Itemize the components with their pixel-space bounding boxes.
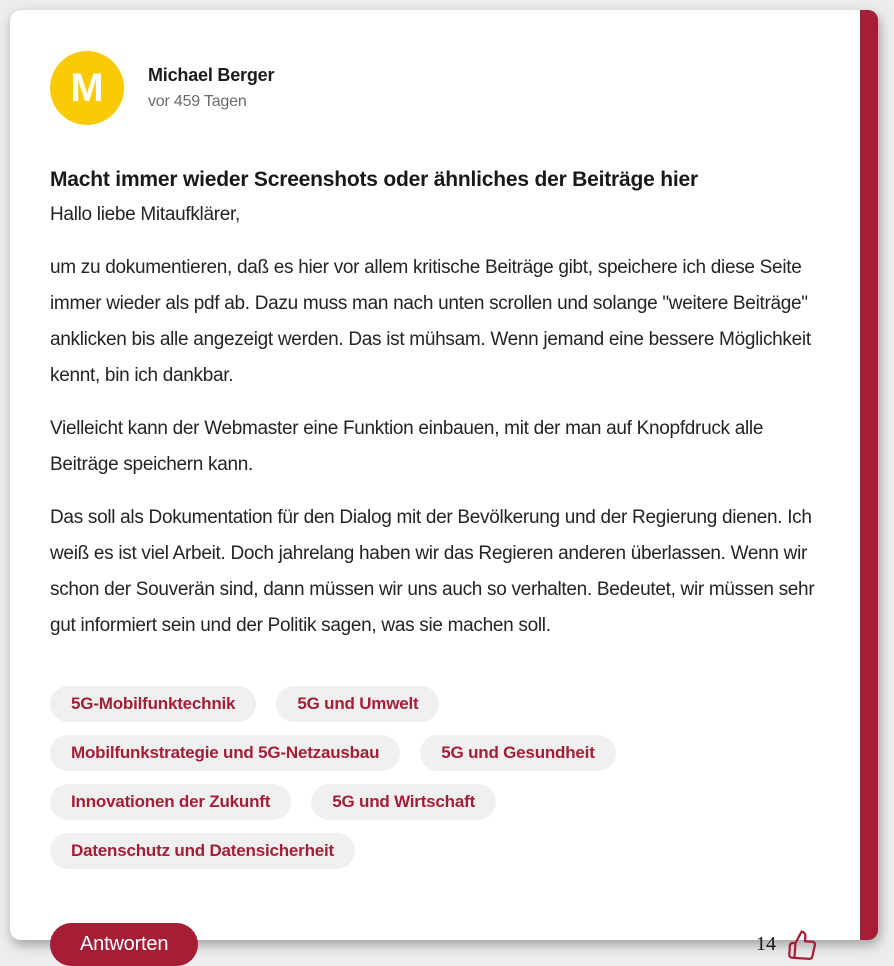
reply-button[interactable]: Antworten xyxy=(50,923,198,966)
tag-chip[interactable]: 5G und Gesundheit xyxy=(420,735,615,771)
post-header xyxy=(50,51,820,125)
author-block xyxy=(148,65,274,111)
like-count: 14 xyxy=(756,933,776,955)
post-card-content xyxy=(10,10,860,955)
avatar-initial: M xyxy=(70,66,104,110)
post-paragraph: um zu dokumentieren, daß es hier vor allem kritische Beiträge gibt, speichere ich diese Seite immer wieder als pdf ab. Dazu muss man nach unten scrollen und solange "weitere Beiträge" anklicken bis alle angezeigt werden. Das ist mühsam. Wenn jemand eine bessere Möglichkeit kennt, bin ich dankbar. xyxy=(50,257,811,386)
post-paragraph: Das soll als Dokumentation für den Dialog mit der Bevölkerung und der Regierung dienen. Ich weiß es ist viel Arbeit. Doch jahrelang haben wir das Regieren anderen überlassen. Wenn wir schon der Souverän sind, dann müssen wir uns auch so verhalten. Bedeutet, wir müssen sehr gut informiert sein und der Politik sagen, was sie machen soll. xyxy=(50,507,815,636)
like-group xyxy=(756,929,818,961)
tag-chip[interactable]: 5G und Wirtschaft xyxy=(311,784,496,820)
tag-chip[interactable]: 5G und Umwelt xyxy=(276,686,439,722)
post-paragraph: Vielleicht kann der Webmaster eine Funktion einbauen, mit der man auf Knopfdruck alle Beiträge speichern kann. xyxy=(50,418,764,475)
post-footer xyxy=(50,923,820,966)
tag-chip[interactable]: 5G-Mobilfunktechnik xyxy=(50,686,256,722)
tag-chip[interactable]: Innovationen der Zukunft xyxy=(50,784,291,820)
tag-chip[interactable]: Mobilfunkstrategie und 5G-Netzausbau xyxy=(50,735,400,771)
avatar xyxy=(50,51,124,125)
author-name: Michael Berger xyxy=(148,65,275,85)
post-timestamp: vor 459 Tagen xyxy=(148,93,247,110)
post-paragraph: Hallo liebe Mitaufklärer, xyxy=(50,204,240,225)
post-title: Macht immer wieder Screenshots oder ähnliches der Beiträge hier xyxy=(50,168,698,191)
tag-chip[interactable]: Datenschutz und Datensicherheit xyxy=(50,833,355,869)
post-card xyxy=(10,10,878,955)
thumbs-up-icon[interactable] xyxy=(785,927,819,961)
tag-list xyxy=(50,686,750,869)
post-body xyxy=(50,197,820,644)
